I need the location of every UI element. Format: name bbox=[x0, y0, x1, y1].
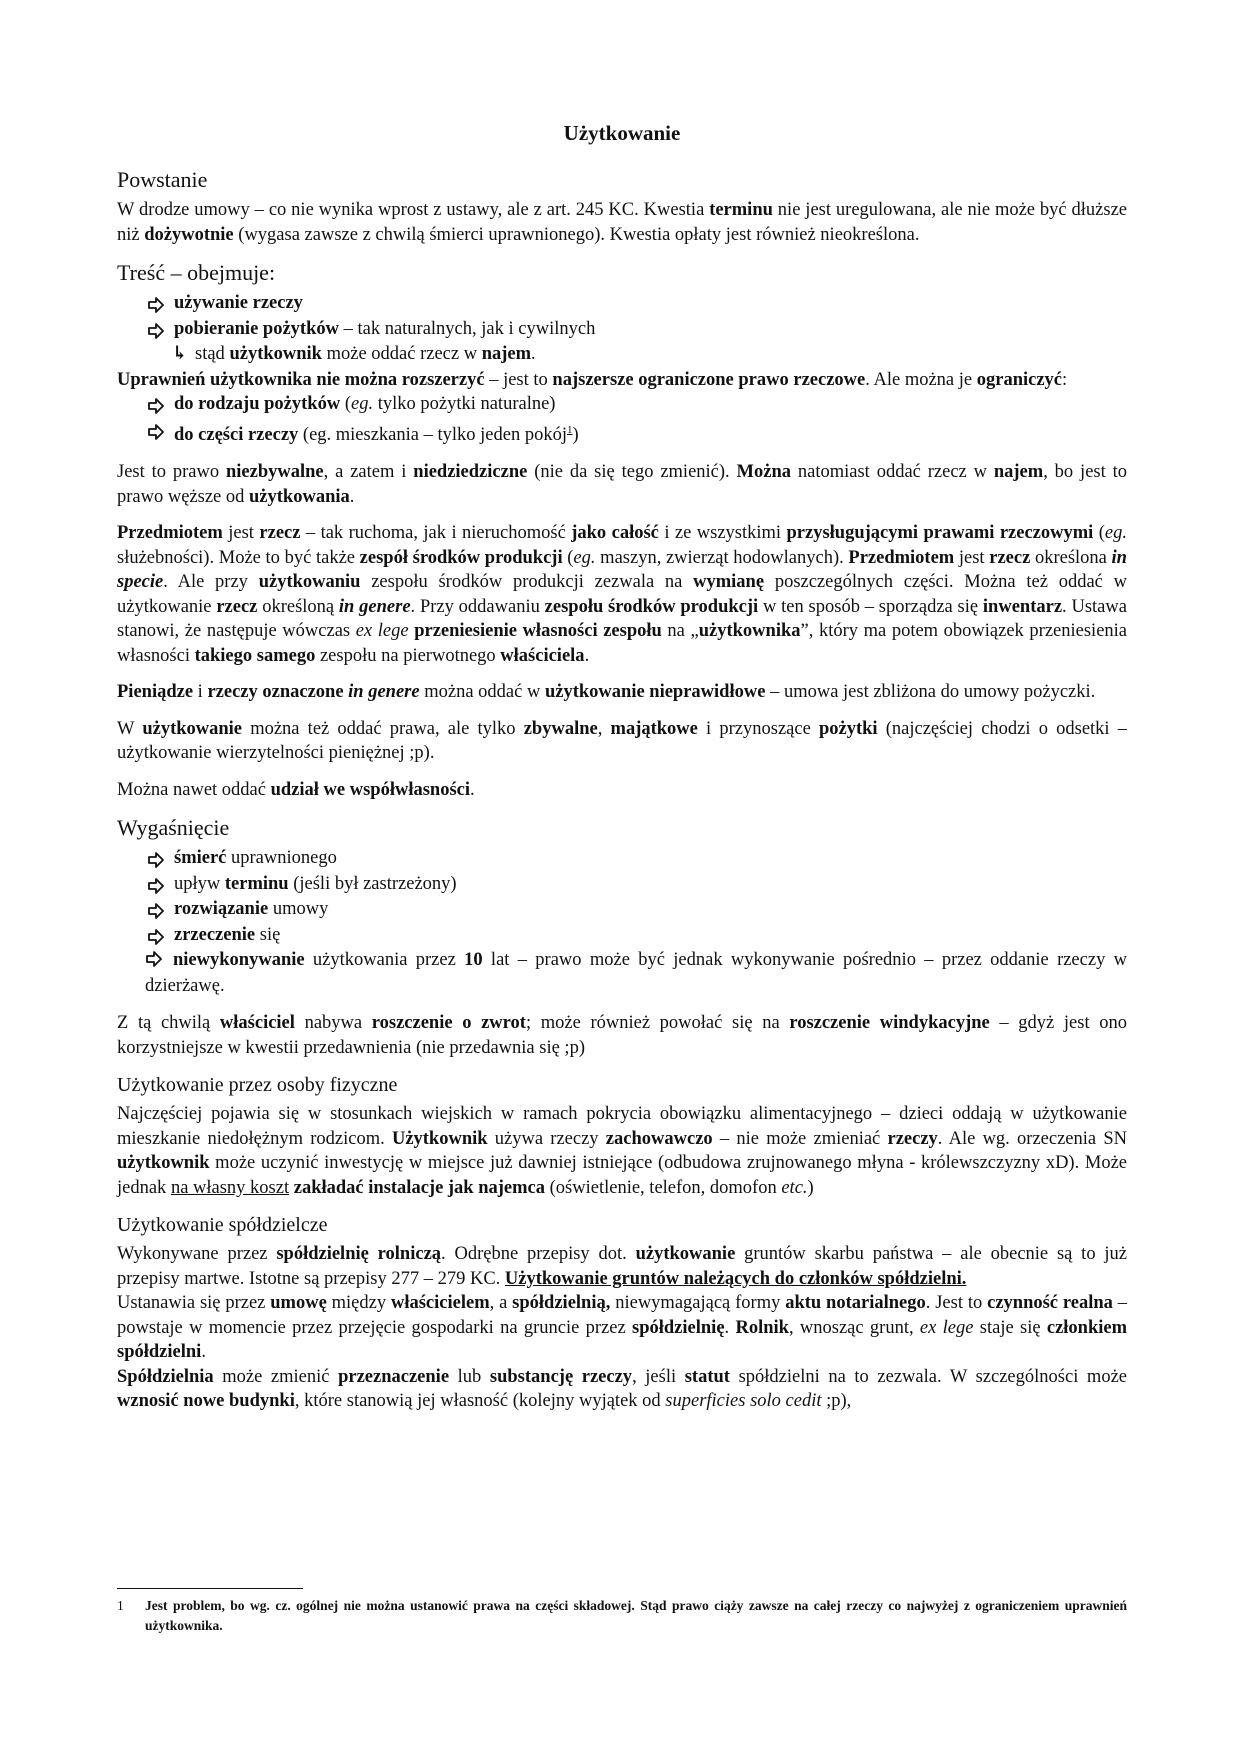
text-run: użytkowanie nieprawidłowe bbox=[544, 682, 766, 703]
text-run: najem bbox=[993, 462, 1044, 483]
text-run: rzecz bbox=[989, 547, 1031, 568]
footnote bbox=[117, 1596, 1127, 1636]
text-run: właścicielem bbox=[390, 1293, 490, 1314]
text-run: najem bbox=[481, 344, 532, 364]
footnote-reference: 1 bbox=[566, 423, 573, 436]
text-run: . bbox=[470, 779, 475, 800]
text-run: eg. bbox=[1104, 523, 1127, 544]
text-run: zespół środków produkcji bbox=[359, 547, 563, 568]
footnote-number: 1 bbox=[117, 1598, 124, 1613]
footnote-separator bbox=[117, 1588, 303, 1589]
text-run: eg. bbox=[573, 547, 596, 568]
text-run: majątkowe bbox=[610, 718, 698, 739]
text-run: Użytkowanie gruntów należących do członków spółdzielni. bbox=[504, 1268, 967, 1289]
text-run: (najczęściej chodzi o odsetki – użytkowanie wierzytelności pieniężnej ;p). bbox=[117, 718, 1127, 764]
text-run: śmierć bbox=[174, 848, 227, 869]
text-run: jest bbox=[222, 523, 260, 544]
text-run: W bbox=[117, 718, 143, 739]
text-run: – umowa jest zbliżona do umowy pożyczki. bbox=[765, 682, 1096, 703]
text-run: rozwiązanie bbox=[174, 899, 269, 920]
text-run: przeniesienie własności zespołu bbox=[414, 621, 662, 642]
text-run: : bbox=[1062, 369, 1068, 390]
text-run: . bbox=[201, 1342, 206, 1363]
text-run: in genere bbox=[348, 682, 420, 703]
text-run: statut bbox=[684, 1366, 730, 1387]
text-run: ( bbox=[1093, 523, 1105, 544]
text-run: takiego samego bbox=[194, 645, 316, 666]
paragraph bbox=[117, 198, 1127, 247]
text-run: można też oddać prawa, ale tylko bbox=[242, 718, 524, 739]
text-run: ) bbox=[807, 1177, 814, 1198]
document-title: Użytkowanie bbox=[563, 121, 681, 145]
list-item bbox=[117, 342, 1127, 368]
text-run: . Odrębne przepisy dot. bbox=[441, 1244, 636, 1265]
text-run: Rolnik bbox=[735, 1317, 789, 1338]
text-run: maszyn, zwierząt hodowlanych). bbox=[595, 547, 849, 568]
text-run: – tak ruchoma, jak i nieruchomość bbox=[300, 523, 572, 544]
text-run: Można bbox=[736, 462, 792, 483]
text-run: , a zatem i bbox=[323, 462, 414, 483]
bullet-list bbox=[117, 846, 1127, 999]
text-run: i przynoszące bbox=[697, 718, 819, 739]
text-run: superficies solo cedit bbox=[665, 1391, 822, 1412]
text-run: – gdyż jest ono korzystniejsze w kwestii przedawnienia (nie przedawnia się ;p) bbox=[117, 1013, 1127, 1058]
text-run: roszczenie windykacyjne bbox=[789, 1013, 990, 1034]
text-run: służebności). Może to być także bbox=[117, 547, 360, 568]
text-run: pożytki bbox=[818, 718, 878, 739]
list-item bbox=[117, 872, 1127, 898]
text-run: zrzeczenie bbox=[174, 924, 256, 945]
text-run: substancję rzeczy bbox=[489, 1366, 633, 1387]
text-run: , które stanowią jej własność (kolejny wyjątek od bbox=[294, 1391, 666, 1412]
text-run: członkiem spółdzielni bbox=[117, 1317, 1128, 1363]
text-run: . bbox=[349, 486, 355, 507]
text-run: przysługującymi prawami rzeczowymi bbox=[786, 523, 1094, 544]
text-run: (nie da się tego zmienić). bbox=[527, 462, 737, 483]
text-run: i bbox=[193, 682, 208, 703]
text-run: nie jest uregulowana, ale nie może być dłuższe niż bbox=[117, 200, 1127, 245]
paragraph bbox=[117, 680, 1127, 705]
text-run: Uprawnień użytkownika nie można rozszerzyć bbox=[117, 369, 485, 390]
section-heading: Wygaśnięcie bbox=[117, 815, 230, 841]
text-run: do części rzeczy bbox=[174, 424, 299, 445]
bullet-list bbox=[117, 291, 1127, 368]
text-run: czynność realna bbox=[987, 1293, 1113, 1314]
text-run: – jest to bbox=[484, 369, 553, 390]
text-run: właściciel bbox=[219, 1013, 295, 1034]
text-run: rzecz bbox=[216, 596, 258, 617]
text-run: użytkownika bbox=[698, 621, 801, 642]
text-run: staje się bbox=[973, 1317, 1047, 1338]
text-run: używanie rzeczy bbox=[174, 293, 303, 313]
text-run: inwentarz bbox=[982, 596, 1063, 617]
text-run: aktu notarialnego bbox=[785, 1293, 926, 1314]
hollow-right-arrow-icon bbox=[147, 296, 165, 312]
section-heading: Powstanie bbox=[117, 167, 208, 192]
text-run: zespołu środków produkcji zezwala na bbox=[360, 572, 694, 593]
text-run: roszczenie o zwrot bbox=[371, 1013, 526, 1034]
list-item bbox=[117, 846, 1127, 872]
text-run: Można nawet oddać bbox=[117, 779, 271, 800]
text-run: niewymagającą formy bbox=[610, 1293, 786, 1314]
text-run: . Jest to bbox=[925, 1293, 988, 1314]
list-item bbox=[117, 392, 1127, 418]
text-run: zakładać instalacje jak najemca bbox=[293, 1177, 546, 1198]
paragraph bbox=[117, 460, 1127, 509]
hollow-right-arrow-icon bbox=[147, 851, 165, 867]
text-run: terminu bbox=[709, 200, 773, 220]
section-heading: Treść – obejmuje: bbox=[117, 260, 276, 285]
text-run: , bo jest to prawo węższe od bbox=[117, 462, 1128, 507]
text-run: Użytkownik bbox=[391, 1128, 488, 1149]
text-run: Najczęściej pojawia się w stosunkach wiejskich w ramach pokrycia obowiązku alimentacyjnego – dzieci oddają w użytkowanie mieszkanie niedołężnym rodzicom. bbox=[117, 1104, 1127, 1149]
paragraph bbox=[117, 1011, 1127, 1060]
text-run: umowy bbox=[268, 899, 329, 920]
text-run: Pieniądze bbox=[117, 682, 194, 703]
text-run: na własny koszt bbox=[170, 1177, 290, 1198]
text-run: pobieranie pożytków bbox=[174, 318, 339, 339]
text-run: niewykonywanie bbox=[173, 950, 305, 971]
hollow-right-arrow-icon bbox=[147, 902, 165, 918]
text-run: (jeśli był zastrzeżony) bbox=[288, 873, 457, 894]
text-run: spółdzielnię bbox=[632, 1317, 725, 1338]
text-run: . Ale wg. orzeczenia SN bbox=[937, 1128, 1127, 1149]
text-run: in specie bbox=[117, 547, 1127, 593]
text-run: między bbox=[326, 1293, 391, 1314]
text-run: . bbox=[531, 344, 536, 364]
text-run: uprawnionego bbox=[226, 848, 337, 869]
paragraph bbox=[117, 717, 1127, 766]
text-run: dożywotnie bbox=[144, 224, 234, 245]
text-run: może oddać rzecz w bbox=[321, 344, 482, 364]
text-run: może uczynić inwestycję w miejsce już dawniej istniejące (odbudowa zrujnowanego młyna - królewszczyzny xD). Może jednak bbox=[117, 1153, 1127, 1198]
text-run: i ze wszystkimi bbox=[658, 523, 787, 544]
bullet-list bbox=[117, 392, 1127, 448]
text-run: zachowawczo bbox=[605, 1128, 713, 1149]
text-run: użytkowaniu bbox=[258, 572, 361, 593]
hollow-right-arrow-icon bbox=[147, 322, 165, 338]
text-run: zespołu środków produkcji bbox=[544, 596, 759, 617]
section-heading: Użytkowanie spółdzielcze bbox=[117, 1214, 328, 1237]
text-run: ) bbox=[572, 424, 579, 445]
text-run: na „ bbox=[661, 621, 699, 642]
text-run: Przedmiotem bbox=[848, 547, 955, 568]
list-item bbox=[117, 948, 1127, 999]
text-run: przeznaczenie bbox=[338, 1366, 450, 1387]
paragraph bbox=[117, 1102, 1127, 1200]
hollow-right-arrow-icon bbox=[145, 950, 163, 966]
text-run: tylko pożytki naturalne) bbox=[373, 394, 556, 414]
text-run: , a bbox=[489, 1293, 513, 1314]
text-run: używa rzeczy bbox=[487, 1128, 606, 1149]
list-item bbox=[117, 418, 1127, 449]
text-run: użytkowania przez bbox=[304, 950, 465, 971]
text-run: nabywa bbox=[294, 1013, 372, 1034]
text-run: najszersze ograniczone prawo rzeczowe bbox=[552, 369, 866, 390]
text-run: Przedmiotem bbox=[117, 523, 223, 544]
hollow-right-arrow-icon bbox=[147, 423, 165, 439]
text-run: spółdzielnią, bbox=[512, 1293, 611, 1314]
text-run: w ten sposób – sporządza się bbox=[758, 596, 983, 617]
text-run: . Ale można je bbox=[865, 369, 977, 390]
text-run: (wygasa zawsze z chwilą śmierci uprawnionego). Kwestia opłaty jest również nieokreślona. bbox=[233, 224, 920, 245]
text-run: eg. bbox=[350, 394, 374, 414]
paragraph bbox=[117, 1291, 1127, 1365]
text-run: , wnosząc grunt, bbox=[788, 1317, 920, 1338]
text-run: ( bbox=[340, 394, 351, 414]
text-run: jest bbox=[954, 547, 990, 568]
text-run: użytkownik bbox=[229, 344, 322, 364]
text-run: zbywalne bbox=[523, 718, 598, 739]
text-run: jako całość bbox=[571, 523, 659, 544]
text-run: ex lege bbox=[919, 1317, 974, 1338]
text-run: lub bbox=[449, 1366, 490, 1387]
text-run: . bbox=[584, 645, 590, 666]
text-run: ”, który ma potem obowiązek przeniesienia własności bbox=[117, 621, 1128, 666]
text-run: . Ustawa stanowi, że następuje wówczas bbox=[117, 596, 1127, 642]
text-run: rzecz bbox=[259, 523, 301, 544]
text-run: ; może również powołać się na bbox=[525, 1013, 790, 1034]
text-run: ograniczyć bbox=[976, 369, 1063, 390]
hollow-right-arrow-icon bbox=[147, 928, 165, 944]
footnote-text: Jest problem, bo wg. cz. ogólnej nie można ustanowić prawa na części składowej. Stąd prawo ciąży zawsze na całej rzeczy co najwyżej z ograniczeniem uprawnień użytkownika. bbox=[145, 1598, 1127, 1633]
paragraph bbox=[117, 1365, 1127, 1414]
text-run: do rodzaju pożytków bbox=[174, 394, 341, 414]
hollow-right-arrow-icon bbox=[147, 397, 165, 413]
text-run: ;p), bbox=[821, 1391, 852, 1412]
text-run: Spółdzielnia bbox=[117, 1366, 214, 1387]
list-item bbox=[117, 291, 1127, 317]
paragraph bbox=[117, 368, 1127, 393]
text-run: może zmienić bbox=[213, 1366, 339, 1387]
text-run: , bbox=[597, 718, 611, 739]
text-run: niedziedziczne bbox=[413, 462, 528, 483]
paragraph bbox=[117, 778, 1127, 803]
text-run: użytkownik bbox=[117, 1153, 210, 1174]
text-run: etc. bbox=[781, 1177, 808, 1198]
text-run: , jeśli bbox=[632, 1366, 685, 1387]
text-run: zespołu na pierwotnego bbox=[315, 645, 501, 666]
text-run: natomiast oddać rzecz w bbox=[791, 462, 994, 483]
text-run: Wykonywane przez bbox=[117, 1244, 277, 1265]
section-heading: Użytkowanie przez osoby fizyczne bbox=[117, 1074, 398, 1097]
text-run: . Ale przy bbox=[163, 572, 259, 593]
text-run: umowę bbox=[270, 1293, 327, 1314]
paragraph bbox=[117, 1242, 1127, 1291]
text-run: ( bbox=[562, 547, 574, 568]
text-run: gruntów skarbu państwa – ale obecnie są to już przepisy martwe. Istotne są przepisy 277 – 279 KC. bbox=[117, 1244, 1127, 1289]
text-run: użytkowanie bbox=[635, 1244, 736, 1265]
text-run: niezbywalne bbox=[226, 462, 324, 483]
text-run: Jest to prawo bbox=[117, 462, 226, 483]
hook-arrow-icon: ↳ bbox=[172, 344, 188, 364]
hollow-right-arrow-icon bbox=[147, 877, 165, 893]
text-run: rzeczy oznaczone bbox=[207, 682, 344, 703]
text-run: Ustanawia się przez bbox=[117, 1293, 271, 1314]
text-run: lat – prawo może być jednak wykonywanie pośrednio – przez oddanie rzeczy w dzierżawę. bbox=[145, 950, 1127, 996]
text-run: wznosić nowe budynki bbox=[117, 1391, 295, 1412]
text-run: udział we współwłasności bbox=[270, 779, 471, 800]
paragraph bbox=[117, 521, 1127, 668]
text-run: upływ bbox=[174, 873, 225, 894]
list-item bbox=[117, 317, 1127, 343]
text-run: stąd bbox=[195, 344, 230, 364]
text-run: określoną bbox=[257, 596, 339, 617]
text-run: można oddać w bbox=[419, 682, 545, 703]
text-run: . Przy oddawaniu bbox=[410, 596, 545, 617]
text-run: się bbox=[255, 924, 281, 945]
text-run: właściciela bbox=[500, 645, 585, 666]
text-run: użytkowanie bbox=[142, 718, 243, 739]
text-run: W drodze umowy – co nie wynika wprost z ustawy, ale z art. 245 KC. Kwestia bbox=[117, 200, 710, 220]
document-page bbox=[117, 120, 1127, 1426]
text-run: terminu bbox=[224, 873, 289, 894]
text-run: wymianę bbox=[693, 572, 765, 593]
text-run: 10 bbox=[464, 950, 483, 971]
text-run: poszczególnych części. Można też oddać w użytkowanie bbox=[117, 572, 1128, 617]
text-run: spółdzielnię rolniczą bbox=[276, 1244, 442, 1265]
text-run: – powstaje w momencie przez przejęcie gospodarki na gruncie przez bbox=[117, 1293, 1128, 1338]
text-run: in genere bbox=[338, 596, 411, 617]
text-run: spółdzielni na to zezwala. W szczególności może bbox=[729, 1366, 1127, 1387]
text-run: – nie może zmieniać bbox=[712, 1128, 888, 1149]
text-run: Z tą chwilą bbox=[117, 1013, 220, 1034]
text-run: (eg. mieszkania – tylko jeden pokój bbox=[298, 424, 567, 445]
text-run: – tak naturalnych, jak i cywilnych bbox=[338, 318, 596, 339]
list-item bbox=[117, 897, 1127, 923]
text-run: ex lege bbox=[355, 621, 409, 642]
text-run: rzeczy bbox=[887, 1128, 938, 1149]
text-run: . bbox=[724, 1317, 736, 1338]
text-run: określona bbox=[1030, 547, 1112, 568]
text-run: użytkowania bbox=[249, 486, 350, 507]
document-body bbox=[117, 166, 1127, 1414]
text-run: (oświetlenie, telefon, domofon bbox=[545, 1177, 782, 1198]
list-item bbox=[117, 923, 1127, 949]
